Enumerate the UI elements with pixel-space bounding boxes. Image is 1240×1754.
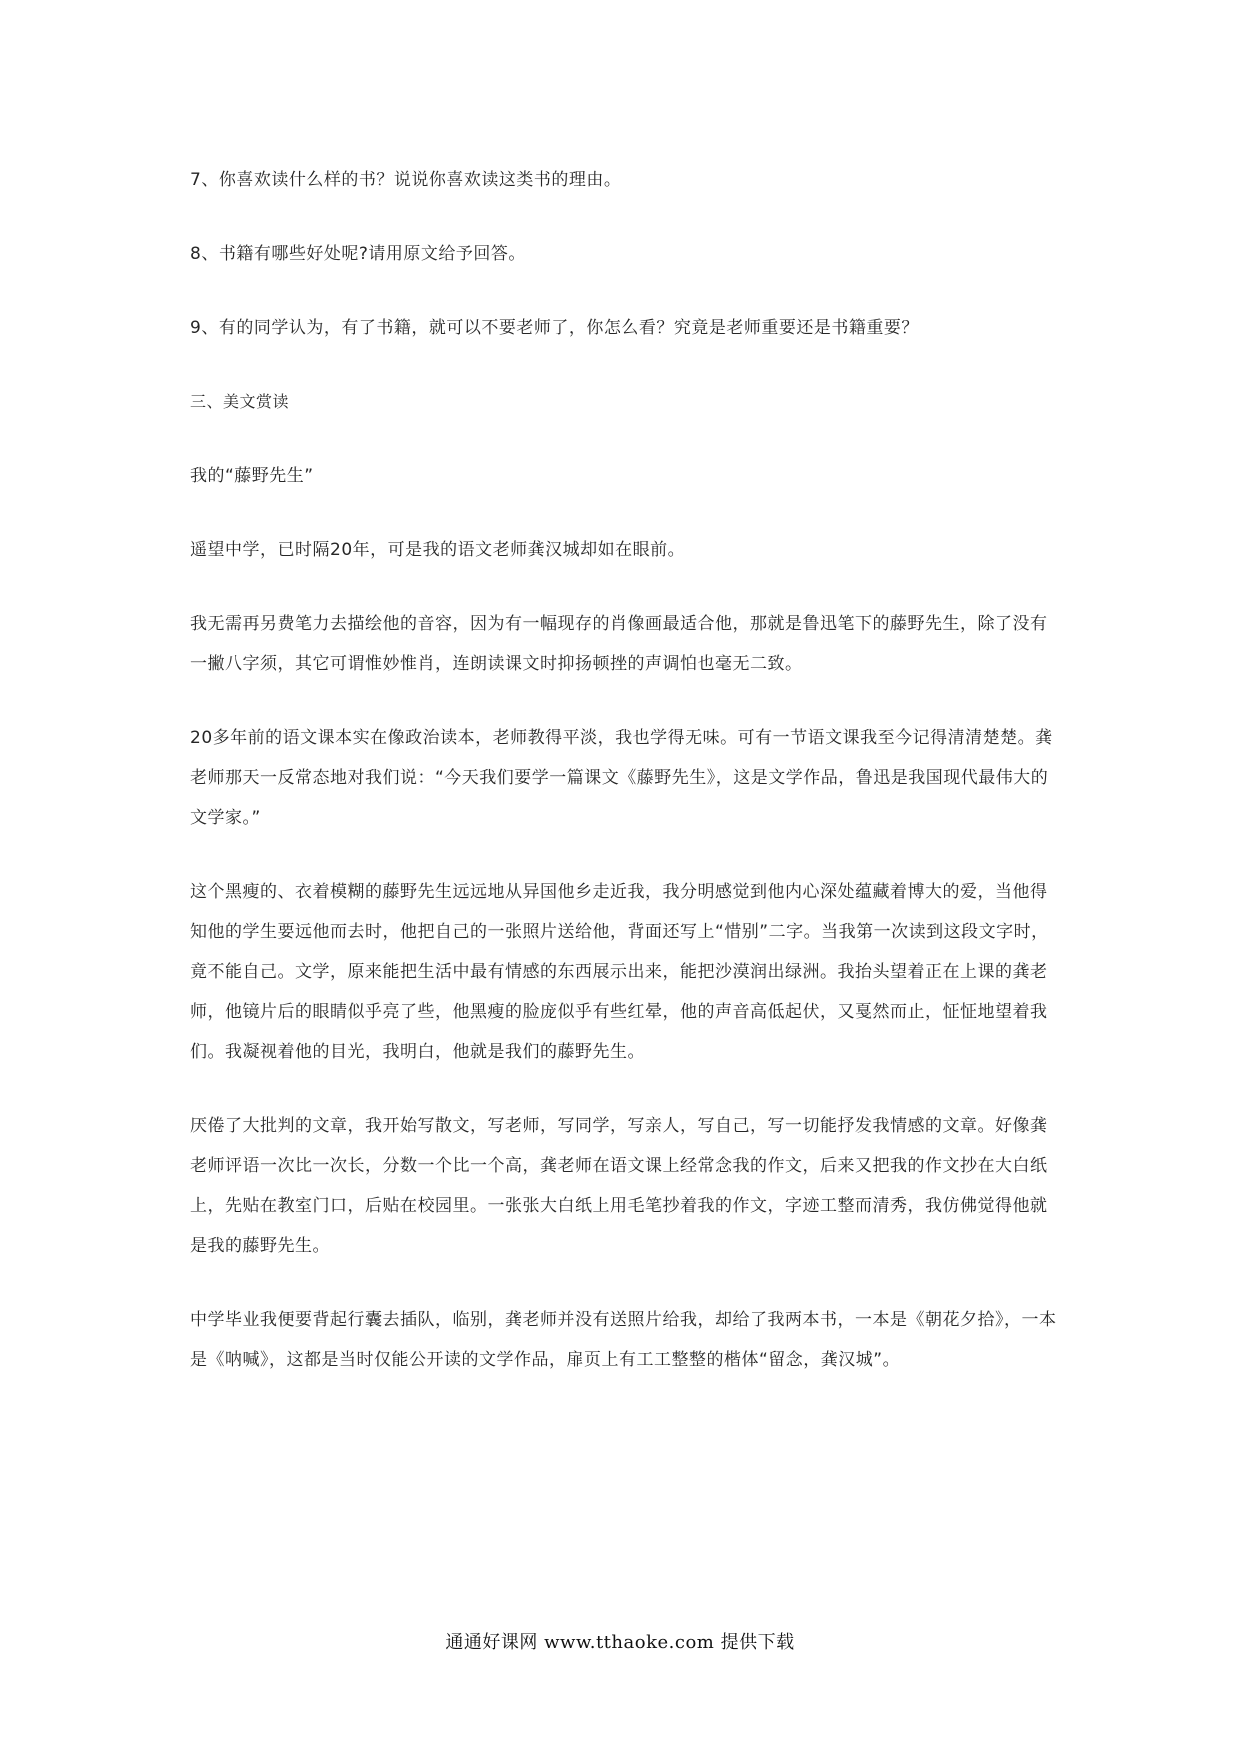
article-paragraph: 厌倦了大批判的文章，我开始写散文，写老师，写同学，写亲人，写自己，写一切能抒发我情感的文章。好像龚老师评语一次比一次长，分数一个比一个高，龚老师在语文课上经常念我的作文，后来又把我的作文抄在大白纸上，先贴在教室门口，后贴在校园里。一张张大白纸上用毛笔抄着我的作文，字迹工整而清秀，我仿佛觉得他就是我的藤野先生。 [190, 1116, 1048, 1256]
article-paragraph: 20多年前的语文课本实在像政治读本，老师教得平淡，我也学得无味。可有一节语文课我至今记得清清楚楚。龚老师那天一反常态地对我们说：“今天我们要学一篇课文《藤野先生》，这是文学作品，鲁迅是我国现代最伟大的文学家。” [190, 728, 1053, 828]
article-paragraph: 这个黑瘦的、衣着模糊的藤野先生远远地从异国他乡走近我，我分明感觉到他内心深处蕴藏着博大的爱，当他得知他的学生要远他而去时，他把自己的一张照片送给他，背面还写上“惜别”二字。当我第一次读到这段文字时，竟不能自己。文学，原来能把生活中最有情感的东西展示出来，能把沙漠润出绿洲。我抬头望着正在上课的龚老师，他镜片后的眼睛似乎亮了些，他黑瘦的脸庞似乎有些红晕，他的声音高低起伏，又戛然而止，怔怔地望着我们。我凝视着他的目光，我明白，他就是我们的藤野先生。 [190, 882, 1049, 1062]
document-body [190, 160, 1060, 1380]
article-paragraph: 中学毕业我便要背起行囊去插队，临别，龚老师并没有送照片给我，却给了我两本书，一本是《朝花夕拾》，一本是《呐喊》，这都是当时仅能公开读的文学作品，扉页上有工工整整的楷体“留念，龚汉城”。 [190, 1310, 1057, 1370]
page-footer: 通通好课网 www.tthaoke.com 提供下载 [445, 1632, 795, 1653]
section-heading: 三、美文赏读 [190, 392, 290, 411]
question-9: 9、有的同学认为，有了书籍，就可以不要老师了，你怎么看？究竟是老师重要还是书籍重要？ [190, 318, 919, 338]
question-7: 7、你喜欢读什么样的书？说说你喜欢读这类书的理由。 [190, 170, 622, 190]
question-8: 8、书籍有哪些好处呢?请用原文给予回答。 [190, 244, 526, 264]
article-title: 我的“藤野先生” [190, 466, 314, 486]
article-paragraph: 我无需再另费笔力去描绘他的音容，因为有一幅现存的肖像画最适合他，那就是鲁迅笔下的藤野先生，除了没有一撇八字须，其它可谓惟妙惟肖，连朗读课文时抑扬顿挫的声调怕也毫无二致。 [190, 614, 1048, 674]
article-paragraph: 遥望中学，已时隔20年，可是我的语文老师龚汉城却如在眼前。 [190, 540, 686, 560]
